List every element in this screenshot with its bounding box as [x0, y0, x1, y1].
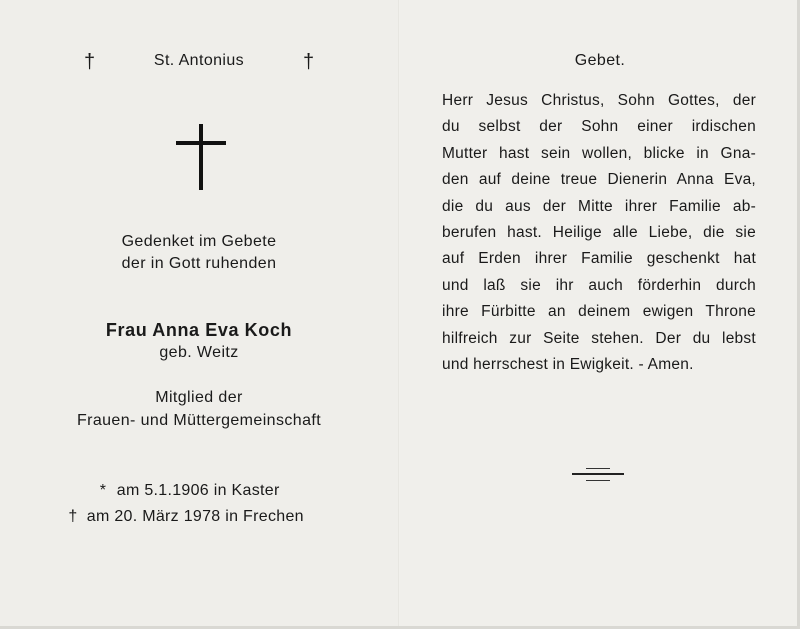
death-cross-icon: †	[68, 508, 78, 525]
birth-line	[94, 482, 280, 500]
prayer-line: auf Erden ihrer Familie geschenkt hat	[442, 250, 756, 268]
prayer-line: ihre Fürbitte an deinem ewigen Throne	[442, 303, 756, 321]
death-text: am 20. März 1978 in Frechen	[86, 508, 304, 525]
birth-text: am 5.1.1906 in Kaster	[116, 482, 280, 499]
remember-line-1: Gedenket im Gebete	[121, 233, 277, 250]
membership-line-2: Frauen- und Müttergemeinschaft	[76, 412, 322, 429]
prayer-line: und herrschest in Ewigkeit. - Amen.	[442, 355, 694, 373]
cross-icon	[176, 124, 226, 190]
small-cross-icon-left: †	[84, 51, 96, 73]
prayer-line: den auf deine treue Dienerin Anna Eva,	[442, 171, 756, 189]
prayer-line: und laß sie ihr auch förderhin durch	[442, 276, 756, 294]
prayer-line: hilfreich zur Seite stehen. Der du lebst	[442, 329, 756, 347]
fold-line	[398, 0, 400, 629]
prayer-line: berufen hast. Heilige alle Liebe, die sie	[442, 223, 756, 241]
deceased-name: Frau Anna Eva Koch	[105, 320, 293, 340]
prayer-line: Mutter hast sein wollen, blicke in Gna-	[442, 144, 756, 162]
prayer-line: Herr Jesus Christus, Sohn Gottes, der	[442, 92, 756, 109]
prayer-title: Gebet.	[574, 52, 626, 69]
maiden-name: geb. Weitz	[159, 344, 239, 361]
prayer-text	[442, 88, 756, 378]
ornament-divider	[572, 468, 624, 484]
birth-star-icon: *	[99, 482, 107, 499]
left-panel	[0, 0, 398, 629]
small-cross-icon-right: †	[303, 51, 315, 73]
death-line	[64, 508, 304, 526]
prayer-line: die du aus der Mitte ihrer Familie ab-	[442, 197, 756, 215]
prayer-line: du selbst der Sohn einer irdischen	[442, 118, 756, 136]
membership-line-1: Mitglied der	[155, 389, 243, 406]
remember-line-2: der in Gott ruhenden	[121, 255, 277, 272]
parish-name: St. Antonius	[153, 52, 245, 69]
